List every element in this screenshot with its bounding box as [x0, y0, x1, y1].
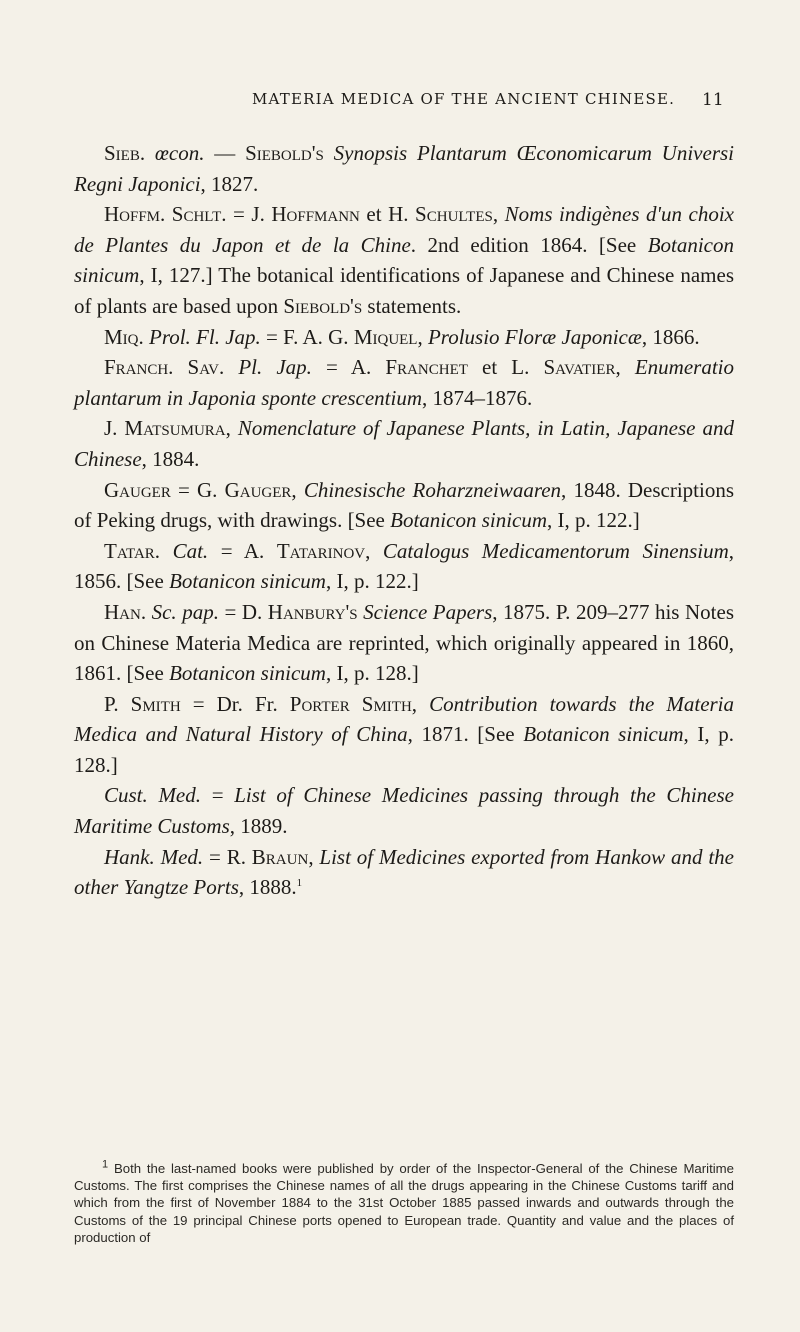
entry-reference: Botanicon sinicum — [523, 722, 684, 747]
entry-title: Prolusio Floræ Japonicæ — [427, 324, 642, 349]
entry-title: Nomenclature of Japanese Plants, in Latin, Japanese and Chinese — [74, 416, 734, 471]
entry-author: Gauger — [224, 477, 292, 502]
entry-title: Science Papers — [363, 599, 493, 624]
entry-abbreviation: Han. — [104, 599, 147, 624]
running-title: MATERIA MEDICA OF THE ANCIENT CHINESE. — [252, 90, 676, 108]
entry-reference: Botanicon sinicum — [169, 569, 326, 594]
entry-reference: Botanicon sinicum — [169, 661, 326, 686]
entry-reference: Botanicon sinicum — [74, 232, 735, 288]
bibliography-entry: Gauger = G. Gauger, Chinesische Roharzneiwaaren, 1848. Descriptions of Peking drugs, with drawings. [See Botanicon sinicum, I, p. 122.] — [74, 477, 735, 533]
entry-abbreviation-suffix: Pl. Jap. — [224, 355, 312, 380]
entry-author: Tatarinov — [276, 538, 366, 563]
bibliography-entry: Miq. Prol. Fl. Jap. = F. A. G. Miquel, Prolusio Floræ Japonicæ, 1866. — [104, 324, 700, 349]
entry-author: Siebold's — [245, 141, 324, 165]
entry-abbreviation: Hank. Med. — [104, 844, 204, 869]
entry-author: Schultes — [415, 202, 493, 227]
entry-abbreviation: Hoffm. Schlt. — [104, 202, 227, 227]
bibliography-entry: Hoffm. Schlt. = J. Hoffmann et H. Schultes, Noms indigènes d'un choix de Plantes du Japon et de la Chine. 2nd edition 1864. [See Botanicon sinicum, I, 127.] The botanical identifications of Japanese and Chinese names of plants are based upon Siebold's statements. — [74, 202, 735, 318]
bibliography-entry: Cust. Med. = List of Chinese Medicines passing through the Chinese Maritime Customs, 1889. — [74, 783, 735, 839]
entry-title: Enumeratio plantarum in Japonia sponte crescentium — [74, 355, 735, 410]
entry-title: Catalogus Medicamentorum Sinensium — [382, 538, 729, 563]
bibliography-entry: P. Smith = Dr. Fr. Porter Smith, Contribution towards the Materia Medica and Natural History of China, 1871. [See Botanicon sinicum, I, p. 128.] — [74, 691, 735, 777]
entry-abbreviation: Miq. — [104, 324, 144, 349]
footnote-reference-mark: 1 — [296, 877, 303, 890]
page-number: 11 — [702, 90, 724, 110]
bibliography-list — [74, 138, 734, 903]
entry-author: Porter Smith — [289, 691, 412, 716]
entry-abbreviation-suffix: Prol. Fl. Jap. — [143, 324, 261, 349]
footnote-mark: 1 — [102, 1158, 109, 1171]
entry-abbreviation: Tatar. — [104, 538, 161, 563]
bibliography-entry: Sieb. œcon. — Siebold's Synopsis Plantarum Œconomicarum Universi Regni Japonici, 1827. — [74, 141, 734, 196]
entry-author: Braun — [251, 844, 309, 869]
entry-title: Contribution towards the Materia Medica and Natural History of China — [74, 691, 735, 747]
bibliography-entry: Franch. Sav. Pl. Jap. = A. Franchet et L. Savatier, Enumeratio plantarum in Japonia sponte crescentium, 1874–1876. — [74, 355, 735, 410]
entry-author: Savatier — [543, 355, 616, 380]
entry-title: Noms indigènes d'un choix de Plantes du Japon et de la Chine — [74, 202, 735, 257]
entry-title: List of Chinese Medicines passing through the Chinese Maritime Customs — [74, 783, 735, 839]
entry-abbreviation: Sieb. — [104, 141, 146, 165]
entry-abbreviation: Cust. Med. — [104, 783, 202, 808]
bibliography-entry: Hank. Med. = R. Braun, List of Medicines exported from Hankow and the other Yangtze Ports, 1888.$^1$ — [74, 844, 734, 900]
entry-author: Matsumura — [124, 416, 226, 441]
entry-author: Hanbury's — [267, 599, 358, 624]
entry-abbreviation-suffix: Sc. pap. — [146, 599, 219, 624]
bibliography-entry: Han. Sc. pap. = D. Hanbury's Science Papers, 1875. P. 209–277 his Notes on Chinese Materia Medica are reprinted, which originally appeared in 1860, 1861. [See Botanicon sinicum, I, p. 128.] — [74, 599, 734, 686]
page-header — [0, 90, 800, 120]
entry-author: Miquel — [353, 324, 418, 349]
entry-abbreviation: Franch. Sav. — [104, 355, 225, 380]
bibliography-entry: Tatar. Cat. = A. Tatarinov, Catalogus Medicamentorum Sinensium, 1856. [See Botanicon sinicum, I, p. 122.] — [74, 538, 735, 594]
entry-title: Chinesische Roharzneiwaaren — [303, 477, 562, 502]
entry-reference: Botanicon sinicum — [390, 508, 548, 533]
footnote-text: Both the last-named books were published by order of the Inspector-General of the Chinese Maritime Customs. The first comprises the Chinese names of all the drugs appearing in the Chinese Customs tariff and which from the first of November 1884 to the 31st October 1885 passed inwards and outwards through the Customs of the 19 principal Chinese ports opened to European trade. Quantity and value and the places of production of — [74, 1161, 734, 1245]
bibliography-entry: J. Matsumura, Nomenclature of Japanese Plants, in Latin, Japanese and Chinese, 1884. — [74, 416, 734, 471]
entry-abbreviation: P. Smith — [104, 691, 181, 716]
entry-abbreviation-suffix: œcon. — [145, 141, 205, 165]
footnote — [74, 1160, 734, 1246]
entry-title: List of Medicines exported from Hankow and the other Yangtze Ports — [74, 844, 734, 900]
entry-abbreviation-suffix: Cat. — [160, 538, 209, 563]
entry-title: Synopsis Plantarum Œconomicarum Universi Regni Japonici — [74, 141, 734, 196]
entry-author: Hoffmann — [271, 202, 360, 227]
entry-abbreviation: Gauger — [104, 477, 171, 502]
entry-author: Siebold's — [283, 293, 363, 318]
entry-author: Franchet — [385, 355, 468, 380]
